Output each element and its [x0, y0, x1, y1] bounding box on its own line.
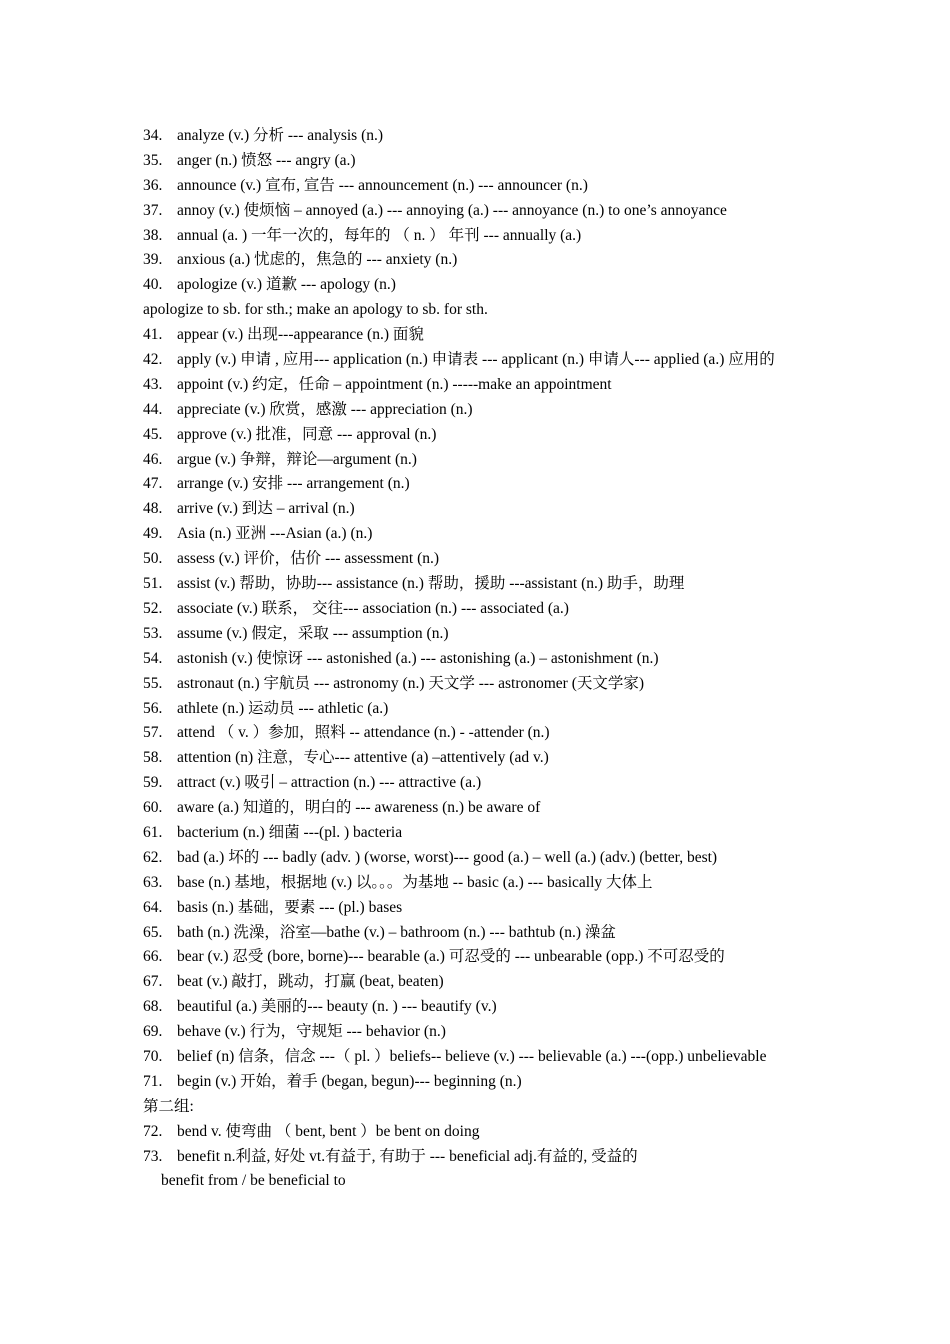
entry-text: beat (v.) 敲打，跳动，打赢 (beat, beaten)	[177, 973, 444, 991]
entry-text: anger (n.) 愤怒 --- angry (a.)	[177, 151, 356, 169]
entry-text: bacterium (n.) 细菌 ---(pl. ) bacteria	[177, 823, 403, 841]
entry-number: 73.	[143, 1147, 163, 1165]
entry-72	[143, 1120, 813, 1145]
entry-number: 61.	[143, 823, 163, 841]
entry-69	[143, 1020, 813, 1045]
entry-number: 54.	[143, 649, 163, 667]
entry-text: aware (a.) 知道的，明白的 --- awareness (n.) be aware of	[177, 799, 541, 817]
entry-number: 72.	[143, 1122, 163, 1140]
entry-text: annual (a. ) 一年一次的，每年的 （ n. ） 年刊 --- annually (a.)	[177, 226, 582, 244]
entry-text: appreciate (v.) 欣赏，感激 --- appreciation (n.)	[177, 400, 473, 418]
entry-number: 50.	[143, 550, 163, 568]
entry-38	[143, 224, 813, 249]
usage-text: apologize to sb. for sth.; make an apology to sb. for sth.	[143, 301, 488, 319]
entry-47	[143, 472, 813, 497]
entry-number: 66.	[143, 948, 163, 966]
entry-number: 34.	[143, 127, 163, 144]
entry-text: astonish (v.) 使惊讶 --- astonished (a.) --- astonishing (a.) – astonishment (n.)	[177, 649, 659, 667]
entry-51	[143, 572, 813, 597]
entry-text: apologize (v.) 道歉 --- apology (n.)	[177, 276, 396, 294]
entry-number: 52.	[143, 599, 163, 617]
entry-number: 40.	[143, 276, 163, 294]
entry-number: 58.	[143, 749, 163, 767]
entry-number: 68.	[143, 998, 163, 1016]
entry-text: anxious (a.) 忧虑的，焦急的 --- anxiety (n.)	[177, 251, 458, 269]
entry-41	[143, 323, 813, 348]
entry-number: 60.	[143, 799, 163, 817]
usage-note-40	[143, 298, 813, 323]
entry-34	[143, 124, 813, 149]
entry-text: assess (v.) 评价，估价 --- assessment (n.)	[177, 550, 440, 568]
entry-55	[143, 672, 813, 697]
entry-number: 44.	[143, 400, 163, 418]
section-heading	[143, 1095, 813, 1120]
entry-number: 57.	[143, 724, 163, 742]
entry-46	[143, 448, 813, 473]
entry-number: 67.	[143, 973, 163, 991]
entry-45	[143, 423, 813, 448]
entry-number: 37.	[143, 201, 163, 219]
entry-43	[143, 373, 813, 398]
entry-text: attention (n) 注意，专心--- attentive (a) –attentively (ad v.)	[177, 749, 549, 767]
entry-text: astronaut (n.) 宇航员 --- astronomy (n.) 天文学 --- astronomer (天文学家)	[177, 674, 645, 692]
entry-number: 43.	[143, 375, 163, 393]
entry-text: base (n.) 基地，根据地 (v.) 以。。。为基地 -- basic (a.) --- basically 大体上	[177, 873, 653, 891]
entry-number: 64.	[143, 898, 163, 916]
entry-number: 56.	[143, 699, 163, 717]
entry-number: 65.	[143, 923, 163, 941]
entry-text: appear (v.) 出现---appearance (n.) 面貌	[177, 326, 424, 344]
entry-40	[143, 273, 813, 298]
entry-text: attend （ v. ）参加，照料 -- attendance (n.) - -attender (n.)	[177, 724, 550, 742]
entry-text: arrive (v.) 到达 – arrival (n.)	[177, 500, 355, 518]
entry-48	[143, 497, 813, 522]
entry-text: Asia (n.) 亚洲 ---Asian (a.) (n.)	[177, 525, 373, 543]
entry-number: 39.	[143, 251, 163, 269]
entry-text: apply (v.) 申请 , 应用--- application (n.) 申请表 --- applicant (n.) 申请人--- applied (a.) 应用的	[177, 351, 775, 369]
entry-71	[143, 1070, 813, 1095]
entry-66	[143, 945, 813, 970]
entry-65	[143, 921, 813, 946]
entry-text: associate (v.) 联系， 交往--- association (n.) --- associated (a.)	[177, 599, 569, 617]
entry-text: athlete (n.) 运动员 --- athletic (a.)	[177, 699, 389, 717]
entry-57	[143, 721, 813, 746]
entry-54	[143, 647, 813, 672]
entry-text: belief (n) 信条，信念 ---（ pl. ）beliefs-- believe (v.) --- believable (a.) ---(opp.) unbelievable	[177, 1047, 767, 1065]
entry-number: 38.	[143, 226, 163, 244]
entry-number: 49.	[143, 525, 163, 543]
entry-text: bath (n.) 洗澡，浴室—bathe (v.) – bathroom (n.) --- bathtub (n.) 澡盆	[177, 923, 616, 941]
document-page	[143, 124, 813, 1194]
entry-text: appoint (v.) 约定，任命 – appointment (n.) -----make an appointment	[177, 375, 612, 393]
entry-text: assist (v.) 帮助，协助--- assistance (n.) 帮助，援助 ---assistant (n.) 助手，助理	[177, 575, 685, 593]
entry-58	[143, 746, 813, 771]
entry-62	[143, 846, 813, 871]
entry-number: 51.	[143, 575, 163, 593]
entry-number: 62.	[143, 848, 163, 866]
entry-60	[143, 796, 813, 821]
entry-59	[143, 771, 813, 796]
entry-number: 48.	[143, 500, 163, 518]
entry-text: basis (n.) 基础，要素 --- (pl.) bases	[177, 898, 403, 916]
entry-39	[143, 248, 813, 273]
entry-73	[143, 1145, 813, 1170]
entry-number: 46.	[143, 450, 163, 468]
entry-text: assume (v.) 假定，采取 --- assumption (n.)	[177, 624, 449, 642]
entry-number: 45.	[143, 425, 163, 443]
entry-70	[143, 1045, 813, 1070]
entry-text: analyze (v.) 分析 --- analysis (n.)	[177, 127, 384, 144]
entry-52	[143, 597, 813, 622]
entry-53	[143, 622, 813, 647]
entry-number: 41.	[143, 326, 163, 344]
entry-63	[143, 871, 813, 896]
entry-number: 71.	[143, 1072, 163, 1090]
entry-number: 36.	[143, 176, 163, 194]
entry-text: benefit n.利益, 好处 vt.有益于, 有助于 --- beneficial adj.有益的, 受益的	[177, 1147, 638, 1165]
section-heading-text: 第二组:	[143, 1097, 194, 1115]
usage-note-73	[143, 1169, 813, 1194]
entry-number: 69.	[143, 1023, 163, 1041]
entry-number: 59.	[143, 774, 163, 792]
entry-text: bear (v.) 忍受 (bore, borne)--- bearable (a.) 可忍受的 --- unbearable (opp.) 不可忍受的	[177, 948, 725, 966]
entry-number: 53.	[143, 624, 163, 642]
entry-number: 63.	[143, 873, 163, 891]
entry-text: bend v. 使弯曲 （ bent, bent ）be bent on doing	[177, 1122, 480, 1140]
entry-text: argue (v.) 争辩，辩论—argument (n.)	[177, 450, 417, 468]
entry-36	[143, 174, 813, 199]
entry-67	[143, 970, 813, 995]
entry-35	[143, 149, 813, 174]
entry-text: attract (v.) 吸引 – attraction (n.) --- attractive (a.)	[177, 774, 482, 792]
entry-text: annoy (v.) 使烦恼 – annoyed (a.) --- annoying (a.) --- annoyance (n.) to one’s annoyance	[177, 201, 727, 219]
entry-49	[143, 522, 813, 547]
entry-text: arrange (v.) 安排 --- arrangement (n.)	[177, 475, 410, 493]
entry-number: 47.	[143, 475, 163, 493]
usage-text: benefit from / be beneficial to	[161, 1172, 346, 1190]
entry-text: bad (a.) 坏的 --- badly (adv. ) (worse, worst)--- good (a.) – well (a.) (adv.) (better, best)	[177, 848, 718, 866]
entry-text: announce (v.) 宣布, 宣告 --- announcement (n.) --- announcer (n.)	[177, 176, 588, 194]
entry-text: begin (v.) 开始，着手 (began, begun)--- beginning (n.)	[177, 1072, 522, 1090]
entry-text: beautiful (a.) 美丽的--- beauty (n. ) --- beautify (v.)	[177, 998, 497, 1016]
entry-number: 42.	[143, 351, 163, 369]
entry-44	[143, 398, 813, 423]
entry-64	[143, 896, 813, 921]
entry-text: approve (v.) 批准，同意 --- approval (n.)	[177, 425, 437, 443]
entry-50	[143, 547, 813, 572]
entry-number: 35.	[143, 151, 163, 169]
entry-number: 55.	[143, 674, 163, 692]
entry-37	[143, 199, 813, 224]
entry-61	[143, 821, 813, 846]
entry-42	[143, 348, 813, 373]
entry-number: 70.	[143, 1047, 163, 1065]
entry-text: behave (v.) 行为，守规矩 --- behavior (n.)	[177, 1023, 446, 1041]
entry-68	[143, 995, 813, 1020]
entry-56	[143, 697, 813, 722]
